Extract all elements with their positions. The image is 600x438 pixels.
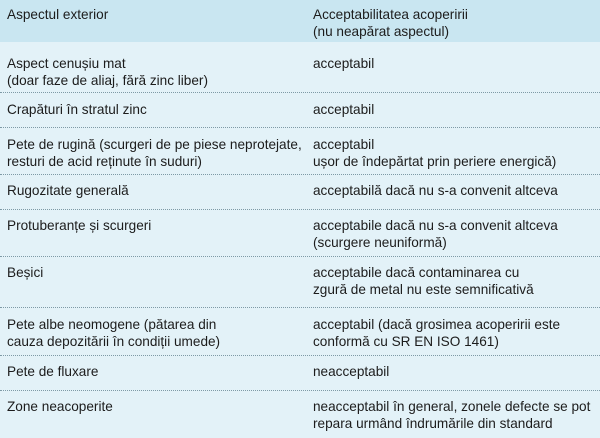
row-divider [0,355,600,356]
header-acceptability: Acceptabilitatea acoperirii (nu neapărat aspectul) [313,7,468,39]
header-aspect: Aspectul exterior [7,7,109,22]
row-divider [0,307,600,308]
table-header [0,0,600,42]
row-aspect: Bеșici [7,265,44,280]
row-acceptability: acceptabile dacă contaminarea cu zgură de metal nu este semnificativă [313,265,534,297]
row-divider [0,209,600,210]
row-acceptability: acceptabil [313,56,375,71]
row-aspect: Protuberanțe și scurgeri [7,218,152,233]
row-divider [0,127,600,128]
row-aspect: Zone neacoperite [7,399,113,414]
row-acceptability: acceptabil (dacă grosimea acoperirii este conformă cu SR EN ISO 1461) [313,317,561,349]
row-acceptability: neacceptabil [313,364,390,379]
row-divider [0,174,600,175]
row-aspect: Pete albe neomogene (pătarea din cauza depozitării în condiții umede) [7,317,221,349]
row-acceptability: neacceptabil în general, zonele defecte se pot repara urmând îndrumările din standard [313,399,591,431]
row-divider [0,390,600,391]
row-aspect: Rugozitate generală [7,183,129,198]
row-acceptability: acceptabile dacă nu s-a convenit altceva (scurgere neuniformă) [313,218,558,250]
row-aspect: Crapături în stratul zinc [7,102,147,117]
row-acceptability: acceptabilă dacă nu s-a convenit altceva [313,183,558,198]
row-acceptability: acceptabil [313,102,375,117]
row-acceptability: acceptabil ușor de îndepărtat prin periere energică) [313,137,557,169]
row-divider [0,92,600,93]
row-aspect: Pete de fluxare [7,364,99,379]
row-divider [0,256,600,257]
row-aspect: Pete de rugină (scurgeri de pe piese neprotejate, resturi de acid reținute în suduri) [7,137,302,169]
row-aspect: Aspect cenușiu mat (doar faze de aliaj, fără zinc liber) [7,56,208,88]
